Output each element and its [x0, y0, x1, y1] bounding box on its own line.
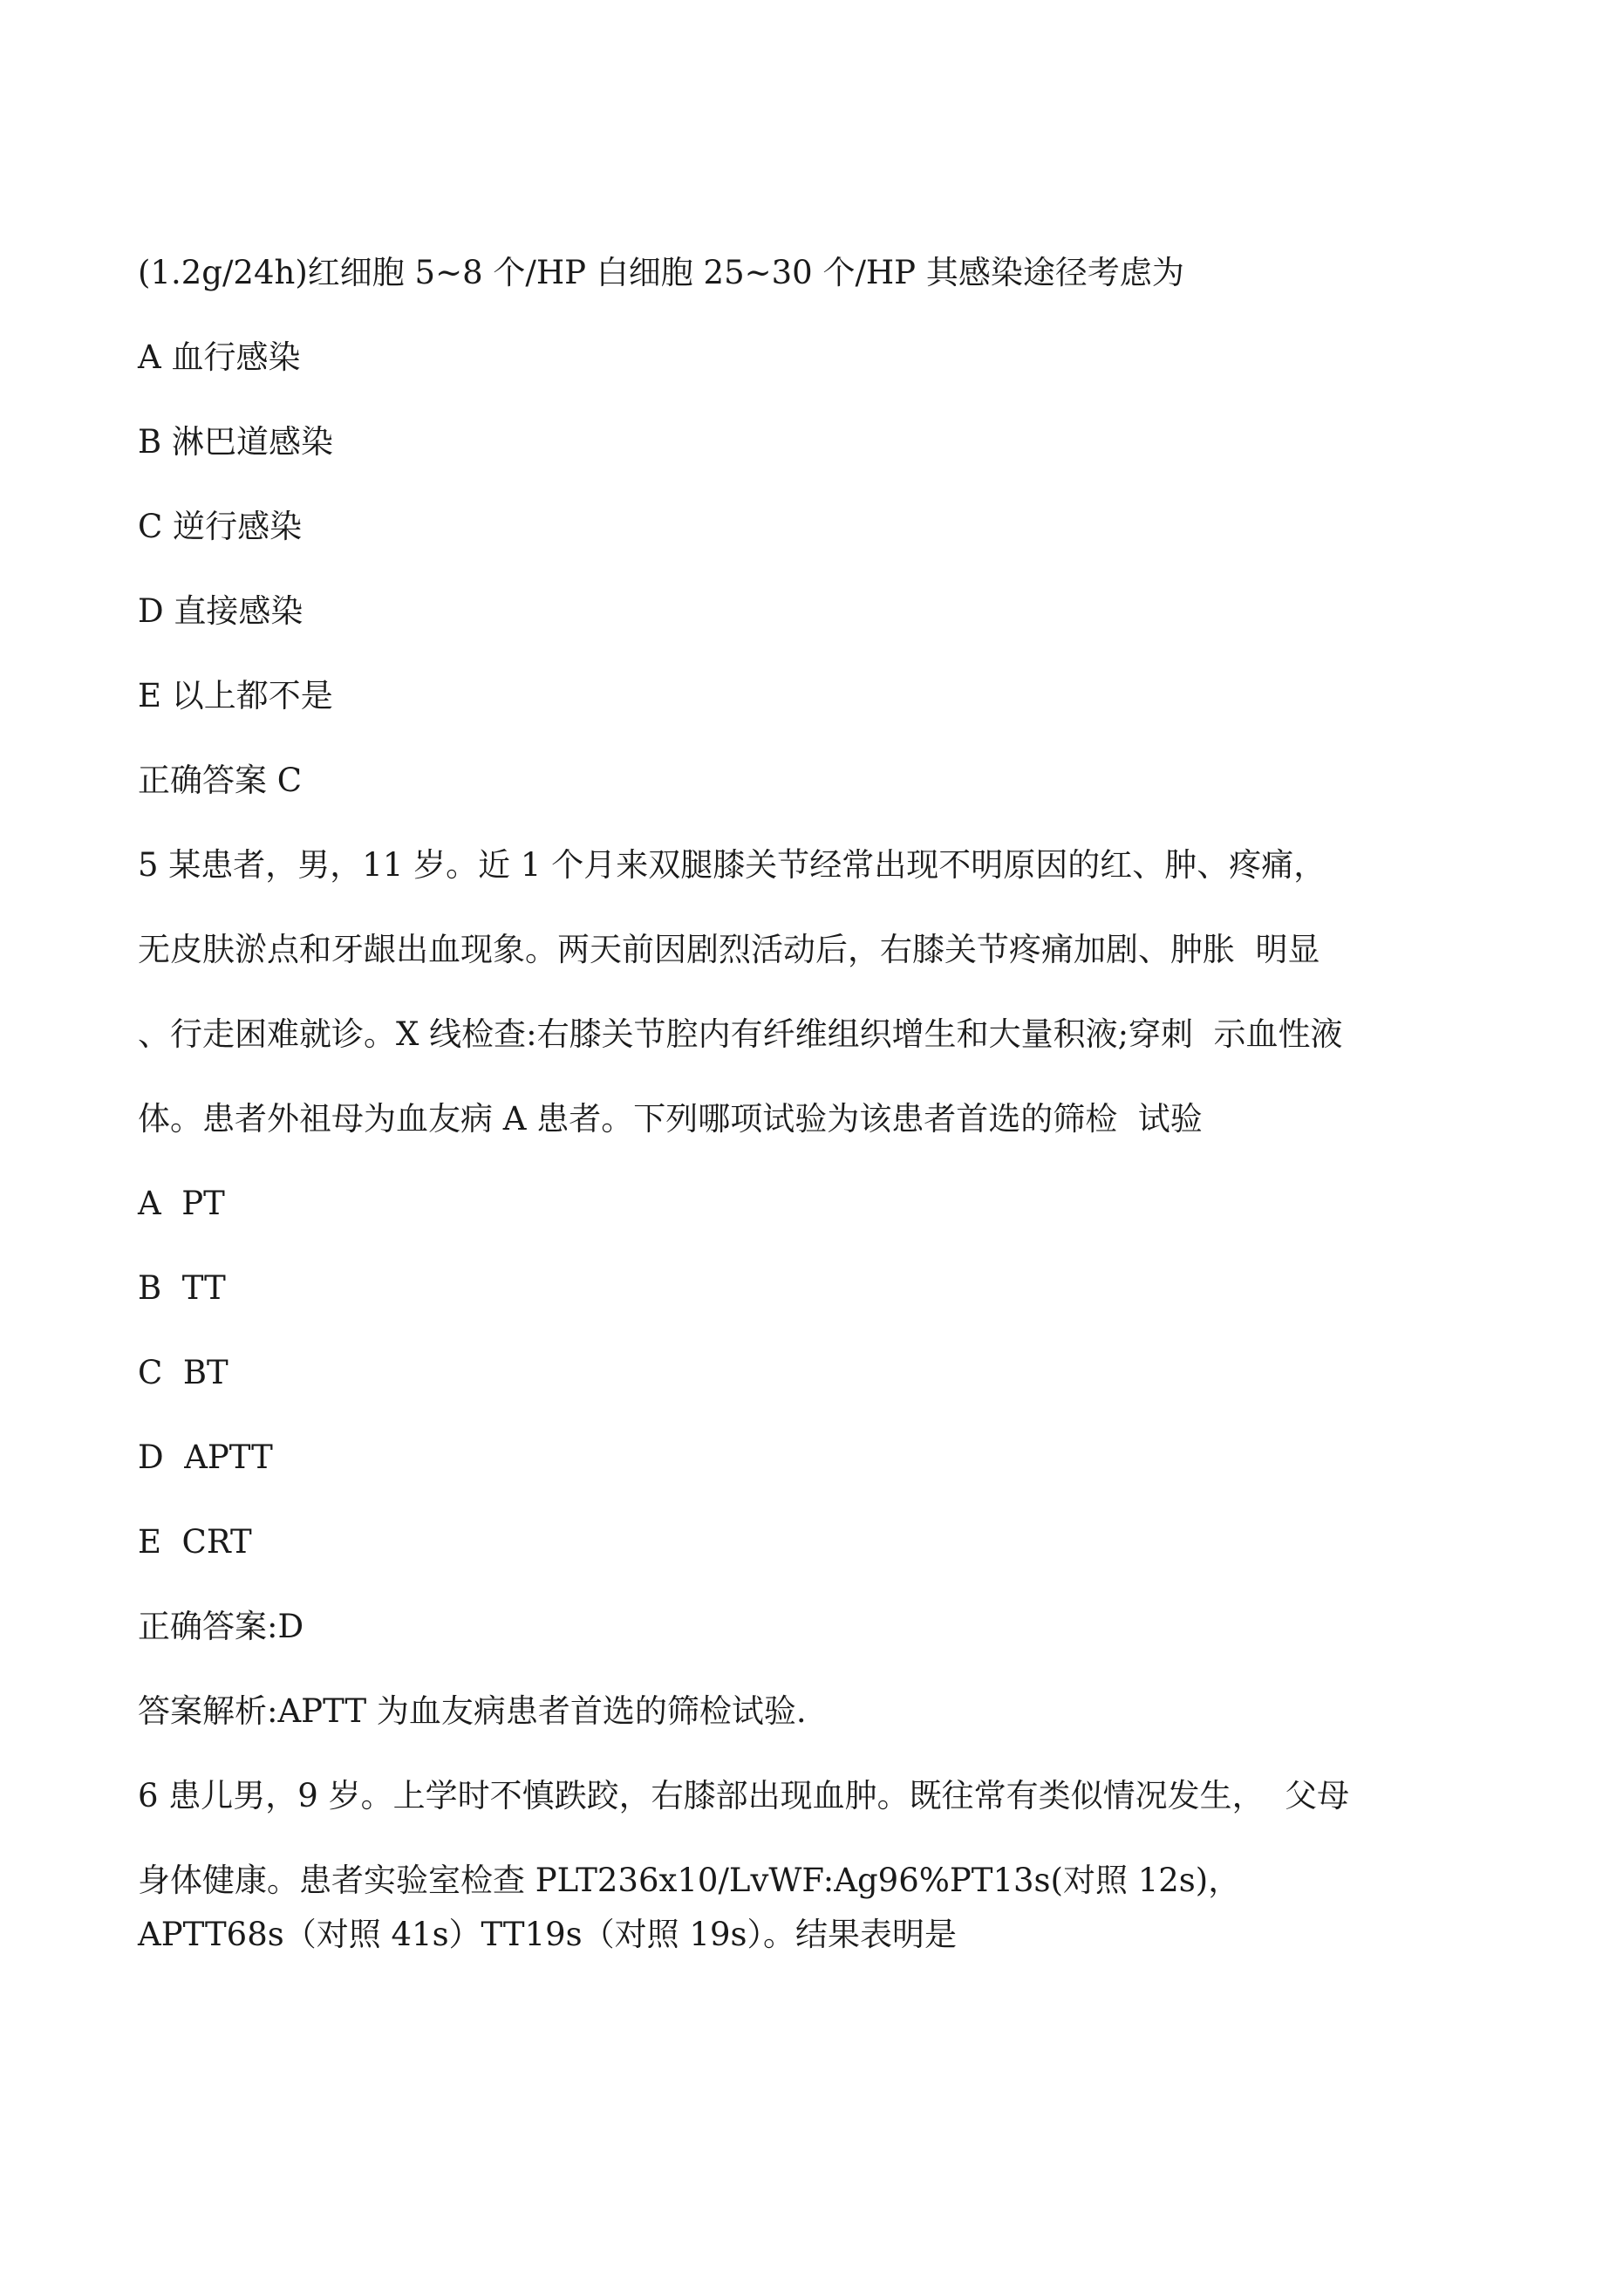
- q4-answer: 正确答案 C: [138, 762, 303, 799]
- q5-option-e: E CRT: [138, 1523, 252, 1561]
- q5-stem-line-2: 无皮肤淤点和牙龈出血现象。两天前因剧烈活动后，右膝关节疼痛加剧、肿胀 明显: [138, 931, 1320, 968]
- q4-stem-tail: (1.2g/24h)红细胞 5~8 个/HP 白细胞 25~30 个/HP 其感染途径考虑为: [138, 254, 1184, 291]
- q4-option-c: C 逆行感染: [138, 508, 303, 545]
- q5-stem-line-1: 5 某患者，男，11 岁。近 1 个月来双腿膝关节经常出现不明原因的红、肿、疼痛，: [138, 846, 1326, 884]
- q4-option-b: B 淋巴道感染: [138, 423, 333, 461]
- q5-answer: 正确答案:D: [138, 1608, 304, 1645]
- q4-option-d: D 直接感染: [138, 592, 303, 630]
- q5-stem-line-3: 、行走困难就诊。X 线检查:右膝关节腔内有纤维组织增生和大量积液;穿刺 示血性液: [138, 1015, 1343, 1053]
- q5-option-b: B TT: [138, 1269, 226, 1307]
- q4-option-e: E 以上都不是: [138, 677, 333, 714]
- q5-option-c: C BT: [138, 1354, 228, 1391]
- q6-stem-line-3: APTT68s（对照 41s）TT19s（对照 19s）。结果表明是: [138, 1916, 958, 1953]
- q5-option-a: A PT: [138, 1185, 225, 1222]
- q4-option-a: A 血行感染: [138, 338, 301, 376]
- q6-stem-line-2: 身体健康。患者实验室检查 PLT236x10/LvWF:Ag96%PT13s(对照 12s)，: [138, 1862, 1241, 1899]
- q5-explanation: 答案解析:APTT 为血友病患者首选的筛检试验.: [138, 1692, 807, 1730]
- q5-stem-line-4: 体。患者外祖母为血友病 A 患者。下列哪项试验为该患者首选的筛检 试验: [138, 1100, 1203, 1138]
- q6-stem-line-1: 6 患儿男，9 岁。上学时不慎跌跤，右膝部出现血肿。既往常有类似情况发生， 父母: [138, 1777, 1350, 1814]
- q5-option-d: D APTT: [138, 1438, 273, 1476]
